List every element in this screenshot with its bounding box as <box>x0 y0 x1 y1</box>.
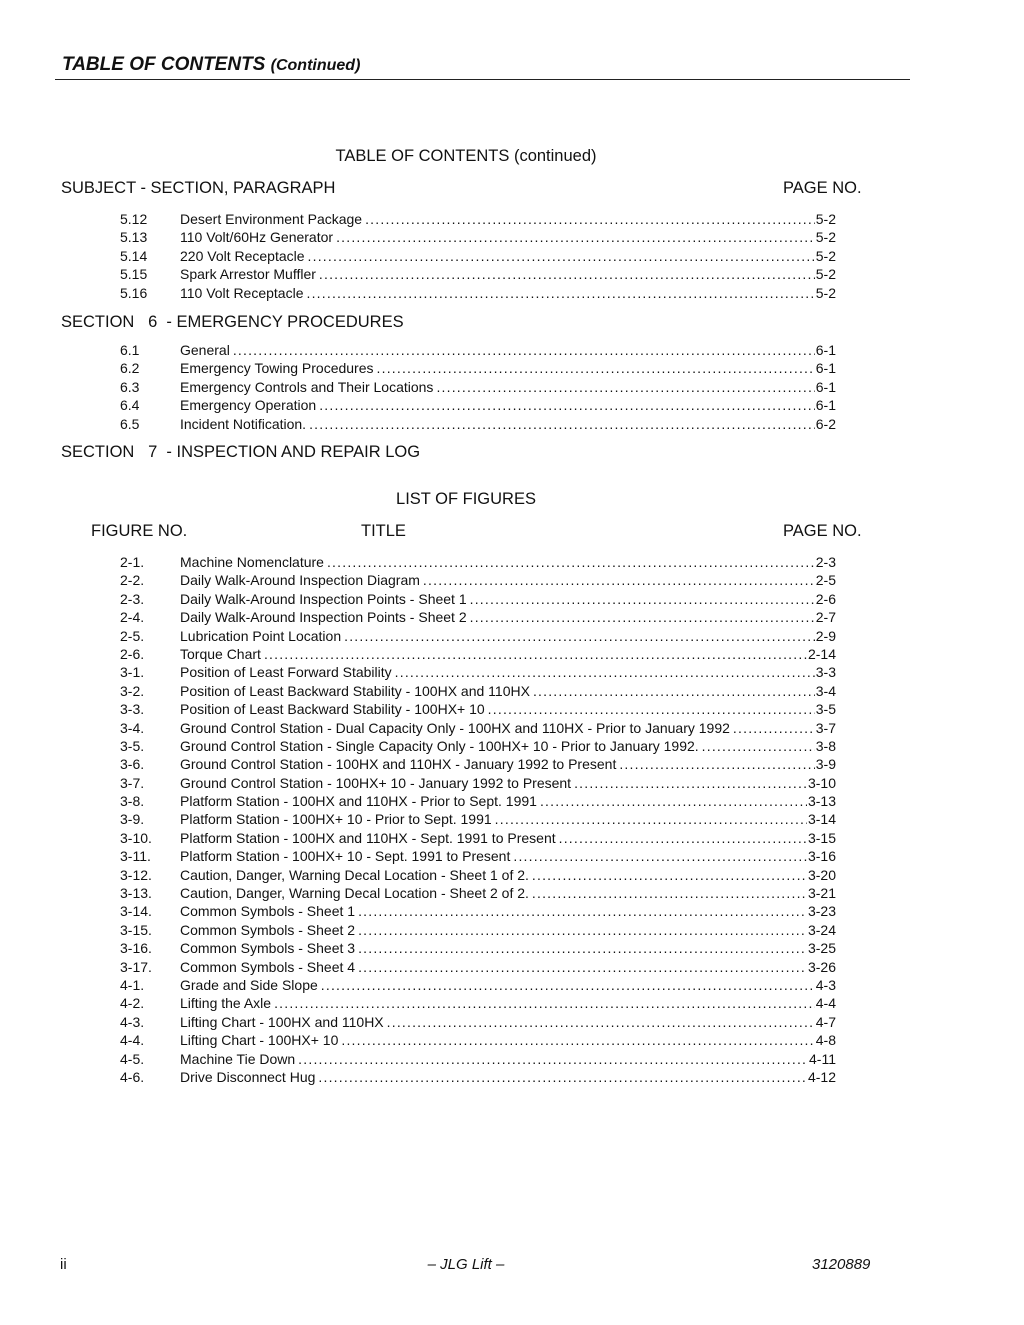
entry-title: Common Symbols - Sheet 4 <box>180 958 356 975</box>
leader-dots <box>327 553 815 571</box>
entry-number: 4-2. <box>120 995 145 1012</box>
toc-entry-row[interactable] <box>120 663 836 681</box>
entry-title: Platform Station - 100HX+ 10 - Prior to Sept. 1991 <box>180 811 492 828</box>
toc-entry-row[interactable] <box>120 810 836 828</box>
leader-dots <box>423 571 815 589</box>
leader-dots <box>377 359 815 377</box>
leader-dots <box>344 627 815 645</box>
entry-title: Position of Least Backward Stability - 100HX+ 10 <box>180 701 485 718</box>
leader-dots <box>733 719 815 737</box>
toc-entry-row[interactable] <box>120 829 836 847</box>
entry-number: 3-16. <box>120 940 152 957</box>
leader-dots <box>365 210 815 228</box>
entry-number: 5.13 <box>120 229 148 246</box>
running-header-title: TABLE OF CONTENTS <box>62 54 266 75</box>
entry-page: 3-23 <box>807 903 836 920</box>
entry-page: 4-4 <box>815 995 836 1012</box>
entry-number: 6.3 <box>120 378 140 395</box>
entry-number: 5.15 <box>120 266 148 283</box>
leader-dots <box>488 700 815 718</box>
toc-entry-row[interactable] <box>120 359 836 377</box>
entry-page: 5-2 <box>815 266 836 283</box>
toc-entry-row[interactable] <box>120 792 836 810</box>
entry-number: 2-3. <box>120 590 145 607</box>
entry-number: 3-7. <box>120 774 145 791</box>
leader-dots <box>513 847 807 865</box>
entry-title: Ground Control Station - 100HX+ 10 - January 1992 to Present <box>180 774 572 791</box>
entry-page: 4-11 <box>809 1050 836 1067</box>
footer-document-number: 3120889 <box>812 1256 871 1273</box>
entry-number: 3-15. <box>120 921 152 938</box>
entry-number: 3-11. <box>120 848 151 865</box>
entry-page: 4-7 <box>815 1013 836 1030</box>
leader-dots <box>233 341 815 359</box>
entry-page: 3-25 <box>807 940 836 957</box>
entry-title: Emergency Towing Procedures <box>180 360 374 377</box>
entry-number: 2-5. <box>120 627 145 644</box>
entry-title: Ground Control Station - Dual Capacity Only - 100HX and 110HX - Prior to January 1992 <box>180 719 730 736</box>
toc-entry-row[interactable] <box>120 341 836 359</box>
leader-dots <box>358 902 807 920</box>
entry-page: 3-7 <box>815 719 836 736</box>
figure-entries <box>120 553 836 1086</box>
entry-page: 3-24 <box>807 921 836 938</box>
entry-title: Desert Environment Package <box>180 211 363 227</box>
toc-entry-row[interactable] <box>120 884 836 902</box>
leader-dots <box>436 378 814 396</box>
entry-number: 3-10. <box>120 829 152 846</box>
leader-dots <box>574 774 807 792</box>
entry-number: 2-1. <box>120 554 145 570</box>
toc-entry-row[interactable] <box>120 627 836 645</box>
section-6-heading[interactable]: SECTION 6 - EMERGENCY PROCEDURES <box>61 313 404 331</box>
entry-title: Daily Walk-Around Inspection Points - Sheet 2 <box>180 609 467 626</box>
entry-page: 5-2 <box>815 211 836 227</box>
leader-dots <box>336 228 815 246</box>
entry-page: 2-6 <box>815 590 836 607</box>
entry-page: 5-2 <box>815 284 836 301</box>
entry-title: 110 Volt Receptacle <box>180 284 304 301</box>
entry-title: Common Symbols - Sheet 1 <box>180 903 356 920</box>
entry-number: 5.16 <box>120 284 148 301</box>
entry-title: Ground Control Station - 100HX and 110HX - January 1992 to Present <box>180 756 617 773</box>
entry-page: 3-4 <box>815 682 836 699</box>
footer-brand: – JLG Lift – <box>427 1256 505 1273</box>
running-header-suffix: (Continued) <box>270 57 361 74</box>
entry-title: Caution, Danger, Warning Decal Location - Sheet 2 of 2. <box>180 885 529 902</box>
toc-entry-row[interactable] <box>120 719 836 737</box>
leader-dots <box>395 663 815 681</box>
leader-dots <box>619 755 814 773</box>
toc-entry-row[interactable] <box>120 1050 836 1068</box>
entry-title: Platform Station - 100HX+ 10 - Sept. 1991 to Present <box>180 848 511 865</box>
toc-page-column-header: PAGE NO. <box>783 179 862 197</box>
entry-number: 3-2. <box>120 682 145 699</box>
toc-entry-row[interactable] <box>120 682 836 700</box>
leader-dots <box>319 265 815 283</box>
entry-number: 3-5. <box>120 737 145 754</box>
entry-number: 4-6. <box>120 1068 145 1085</box>
figure-title-column-header: TITLE <box>361 522 406 540</box>
leader-dots <box>559 829 807 847</box>
entry-page: 6-1 <box>815 360 836 377</box>
toc-entry-row[interactable] <box>120 958 836 976</box>
leader-dots <box>307 284 815 302</box>
leader-dots <box>540 792 807 810</box>
toc-entry-row[interactable] <box>120 284 836 302</box>
toc-entry-row[interactable] <box>120 847 836 865</box>
entry-page: 3-13 <box>807 793 836 810</box>
leader-dots <box>358 958 807 976</box>
leader-dots <box>309 415 815 433</box>
entry-number: 3-3. <box>120 701 145 718</box>
toc-entries-5 <box>120 210 836 302</box>
footer-page-number: ii <box>60 1256 67 1273</box>
entry-page: 2-9 <box>815 627 836 644</box>
entry-title: Machine Tie Down <box>180 1050 296 1067</box>
entry-number: 2-2. <box>120 572 145 589</box>
leader-dots <box>533 682 815 700</box>
leader-dots <box>358 921 807 939</box>
entry-title: Torque Chart <box>180 645 261 662</box>
toc-title: TABLE OF CONTENTS (continued) <box>335 147 597 165</box>
entry-page: 2-5 <box>815 572 836 589</box>
entry-page: 3-8 <box>815 737 836 754</box>
entry-title: Spark Arrestor Muffler <box>180 266 316 283</box>
entry-title: Incident Notification. <box>180 415 307 432</box>
entry-title: Emergency Controls and Their Locations <box>180 378 434 395</box>
entry-page: 3-3 <box>815 664 836 681</box>
leader-dots <box>532 866 807 884</box>
entry-page: 3-26 <box>807 958 836 975</box>
entry-number: 4-3. <box>120 1013 145 1030</box>
entry-page: 6-1 <box>815 342 836 358</box>
toc-entry-row[interactable] <box>120 228 836 246</box>
header-rule <box>55 79 910 80</box>
entry-number: 3-13. <box>120 885 152 902</box>
entry-number: 3-17. <box>120 958 152 975</box>
entry-title: Grade and Side Slope <box>180 976 318 993</box>
toc-subject-column-header: SUBJECT - SECTION, PARAGRAPH <box>61 179 336 197</box>
toc-entry-row[interactable] <box>120 590 836 608</box>
entry-number: 3-4. <box>120 719 145 736</box>
section-7-heading[interactable]: SECTION 7 - INSPECTION AND REPAIR LOG <box>61 443 421 461</box>
toc-entry-row[interactable] <box>120 774 836 792</box>
leader-dots <box>495 810 807 828</box>
entry-title: Machine Nomenclature <box>180 554 324 570</box>
entry-number: 5.12 <box>120 211 148 227</box>
toc-entry-row[interactable] <box>120 976 836 994</box>
toc-entry-row[interactable] <box>120 902 836 920</box>
entry-number: 3-12. <box>120 866 152 883</box>
toc-entry-row[interactable] <box>120 210 836 228</box>
toc-entry-row[interactable] <box>120 1013 836 1031</box>
entry-page: 6-2 <box>815 415 836 432</box>
entry-page: 4-3 <box>815 976 836 993</box>
entry-page: 3-14 <box>807 811 836 828</box>
entry-number: 5.14 <box>120 247 148 264</box>
entry-number: 3-9. <box>120 811 145 828</box>
toc-entry-row[interactable] <box>120 1068 836 1086</box>
leader-dots <box>274 994 815 1012</box>
entry-page: 4-12 <box>807 1068 836 1085</box>
figure-page-column-header: PAGE NO. <box>783 522 862 540</box>
leader-dots <box>321 976 815 994</box>
entry-page: 3-15 <box>807 829 836 846</box>
entry-number: 3-8. <box>120 793 145 810</box>
leader-dots <box>308 247 815 265</box>
toc-entry-row[interactable] <box>120 396 836 414</box>
entry-number: 3-14. <box>120 903 152 920</box>
entry-page: 3-9 <box>815 756 836 773</box>
entry-title: Platform Station - 100HX and 110HX - Sept. 1991 to Present <box>180 829 556 846</box>
entry-page: 3-10 <box>807 774 836 791</box>
toc-entry-row[interactable] <box>120 755 836 773</box>
entry-title: 220 Volt Receptacle <box>180 247 305 264</box>
entry-page: 3-20 <box>807 866 836 883</box>
entry-number: 6.2 <box>120 360 140 377</box>
leader-dots <box>470 590 815 608</box>
entry-page: 5-2 <box>815 229 836 246</box>
entry-number: 3-1. <box>120 664 145 681</box>
entry-title: Lifting the Axle <box>180 995 272 1012</box>
toc-entry-row[interactable] <box>120 866 836 884</box>
leader-dots <box>387 1013 815 1031</box>
toc-entry-row[interactable] <box>120 571 836 589</box>
leader-dots <box>264 645 807 663</box>
leader-dots <box>298 1050 808 1068</box>
toc-entry-row[interactable] <box>120 645 836 663</box>
entry-title: Common Symbols - Sheet 3 <box>180 940 356 957</box>
entry-title: Position of Least Forward Stability <box>180 664 392 681</box>
entry-title: Lifting Chart - 100HX+ 10 <box>180 1032 339 1049</box>
entry-page: 2-3 <box>815 554 836 570</box>
leader-dots <box>319 396 815 414</box>
entry-title: General <box>180 342 230 358</box>
toc-entry-row[interactable] <box>120 921 836 939</box>
entry-page: 2-7 <box>815 609 836 626</box>
toc-entry-row[interactable] <box>120 994 836 1012</box>
entry-title: Common Symbols - Sheet 2 <box>180 921 356 938</box>
entry-title: Platform Station - 100HX and 110HX - Prior to Sept. 1991 <box>180 793 537 810</box>
entry-page: 4-8 <box>815 1032 836 1049</box>
entry-title: 110 Volt/60Hz Generator <box>180 229 334 246</box>
entry-title: Lubrication Point Location <box>180 627 342 644</box>
entry-number: 3-6. <box>120 756 145 773</box>
entry-title: Daily Walk-Around Inspection Points - Sheet 1 <box>180 590 467 607</box>
toc-entry-row[interactable] <box>120 700 836 718</box>
entry-title: Position of Least Backward Stability - 100HX and 110HX <box>180 682 530 699</box>
entry-page: 2-14 <box>807 645 836 662</box>
entry-number: 2-4. <box>120 609 145 626</box>
toc-entry-row[interactable] <box>120 265 836 283</box>
leader-dots <box>470 608 815 626</box>
toc-entry-row[interactable] <box>120 939 836 957</box>
entry-page: 5-2 <box>815 247 836 264</box>
figure-number-column-header: FIGURE NO. <box>91 522 188 540</box>
toc-entry-row[interactable] <box>120 247 836 265</box>
entry-number: 4-4. <box>120 1032 145 1049</box>
entry-title: Drive Disconnect Hug <box>180 1068 316 1085</box>
toc-entry-row[interactable] <box>120 415 836 433</box>
entry-title: Ground Control Station - Single Capacity Only - 100HX+ 10 - Prior to January 1992. <box>180 737 699 754</box>
entry-number: 2-6. <box>120 645 145 662</box>
toc-entry-row[interactable] <box>120 737 836 755</box>
entry-page: 3-16 <box>807 848 836 865</box>
toc-entries-6 <box>120 341 836 433</box>
toc-entry-row[interactable] <box>120 608 836 626</box>
figures-title: LIST OF FIGURES <box>396 490 536 508</box>
toc-entry-row[interactable] <box>120 1031 836 1049</box>
entry-number: 6.1 <box>120 342 140 358</box>
entry-page: 6-1 <box>815 378 836 395</box>
leader-dots <box>532 884 807 902</box>
toc-entry-row[interactable] <box>120 553 836 571</box>
entry-title: Caution, Danger, Warning Decal Location - Sheet 1 of 2. <box>180 866 529 883</box>
leader-dots <box>358 939 807 957</box>
running-header <box>62 54 360 76</box>
toc-entry-row[interactable] <box>120 378 836 396</box>
leader-dots <box>318 1068 807 1086</box>
entry-number: 4-1. <box>120 976 145 993</box>
entry-title: Emergency Operation <box>180 397 317 414</box>
entry-number: 6.4 <box>120 397 140 414</box>
entry-title: Daily Walk-Around Inspection Diagram <box>180 572 420 589</box>
entry-title: Lifting Chart - 100HX and 110HX <box>180 1013 384 1030</box>
entry-number: 6.5 <box>120 415 140 432</box>
leader-dots <box>341 1031 814 1049</box>
entry-page: 6-1 <box>815 397 836 414</box>
entry-page: 3-21 <box>807 885 836 902</box>
leader-dots <box>702 737 815 755</box>
entry-page: 3-5 <box>815 701 836 718</box>
entry-number: 4-5. <box>120 1050 145 1067</box>
